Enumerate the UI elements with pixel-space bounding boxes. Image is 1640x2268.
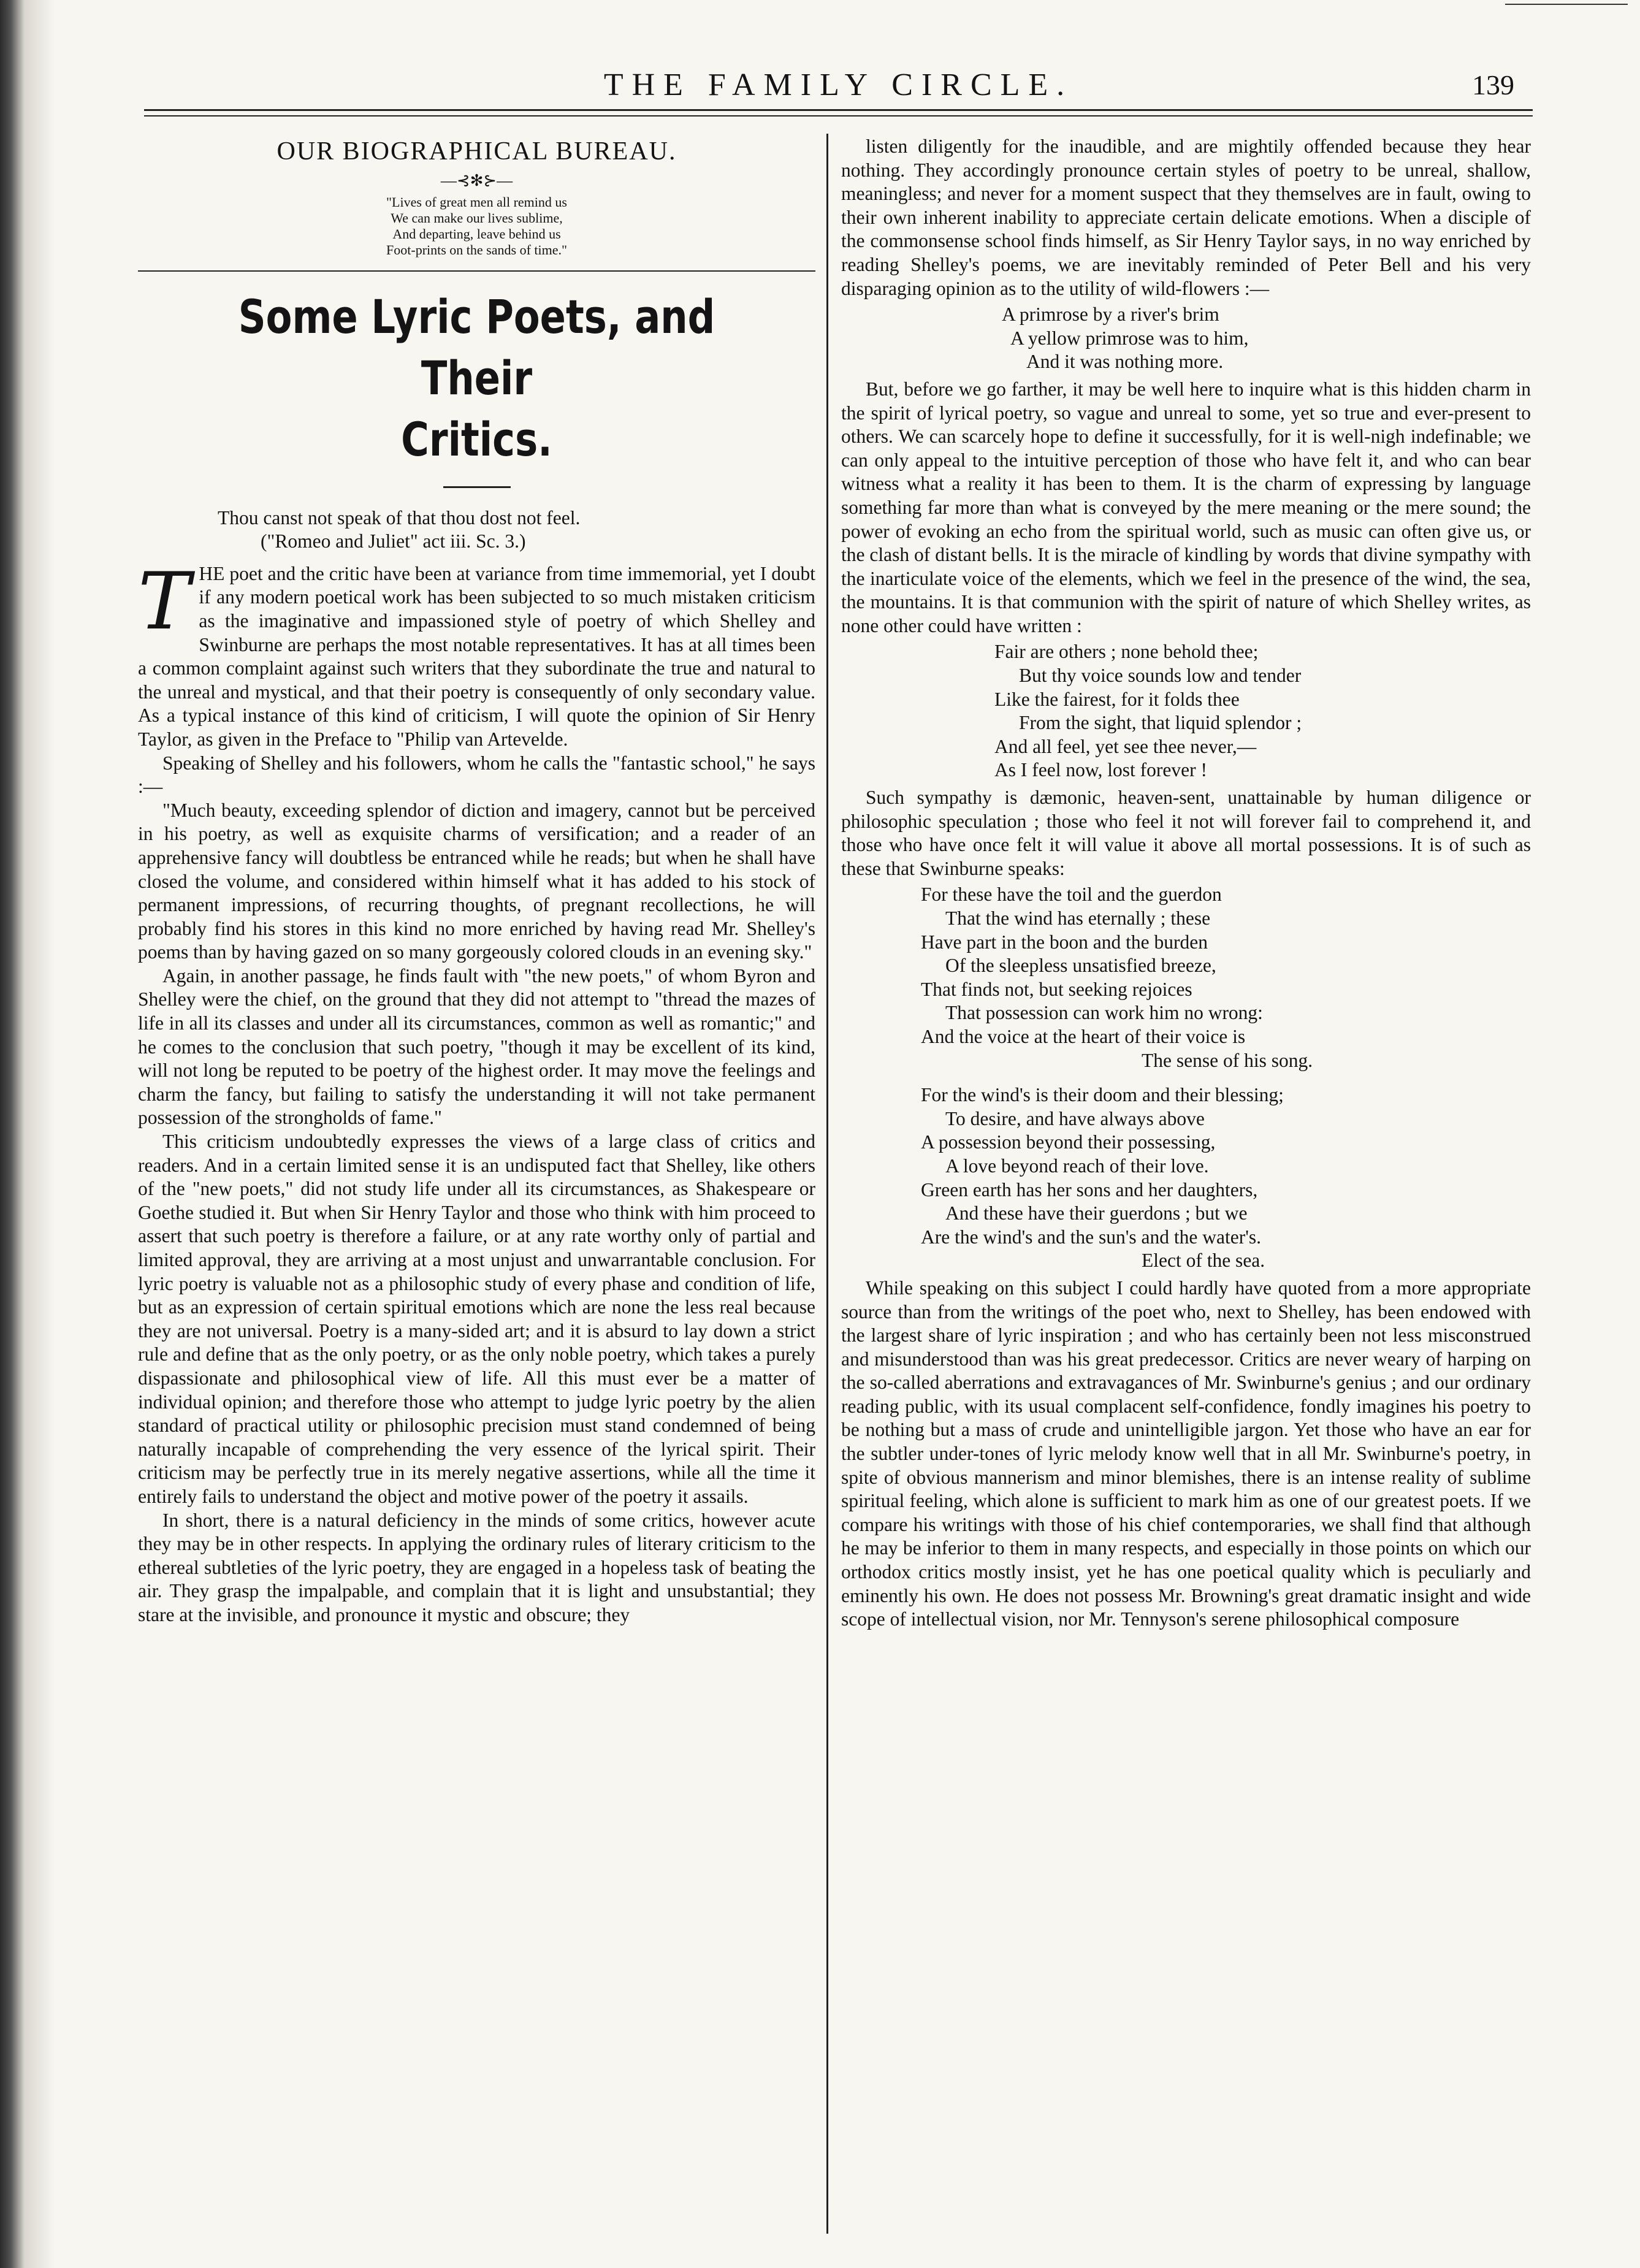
verse-line: Green earth has her sons and her daughters,: [921, 1178, 1258, 1201]
motto-line: Foot-prints on the sands of time.": [386, 242, 567, 258]
header-rule-thin: [144, 115, 1533, 116]
running-title: THE FAMILY CIRCLE.: [603, 67, 1074, 102]
verse-line: Are the wind's and the sun's and the water's.: [921, 1226, 1262, 1248]
left-column: [138, 135, 815, 1627]
motto-line: And departing, leave behind us: [392, 226, 561, 242]
paragraph: In short, there is a natural deficiency in the minds of some critics, however acute they may be in other respects. In applying the ordinary rules of literary criticism to the ethereal subtleties of the lyric poetry, they are engaged in a hopeless task of beating the air. They grasp the impalpable, and complain that it is light and unsubstantial; they stare at the invisible, and pronounce it mystic and obscure; they: [138, 1509, 815, 1625]
paragraph: Such sympathy is dæmonic, heaven-sent, unattainable by human diligence or philosophic speculation ; those who feel it not will forever fail to comprehend it, and those who have once felt it will value it above all mortal possessions. It is of such as these that Swinburne speaks:: [841, 787, 1531, 879]
paragraph: Again, in another passage, he finds fault with "the new poets," of whom Byron and Shelley were the chief, on the ground that they did not attempt to "thread the mazes of life in all its classes and under all its circumstances, common as well as romantic;" and he comes to the conclusion that such poetry, "though it may be excellent of its kind, will not long be reputed to be poetry of the highest order. It may move the feelings and charm the fancy, but failing to satisfy the understanding it will not take permanent possession of the strongholds of fame.": [138, 964, 815, 1129]
verse-line: That possession can work him no wrong:: [945, 1002, 1263, 1024]
paragraph: Speaking of Shelley and his followers, whom he calls the "fantastic school," he says :—: [138, 752, 815, 798]
article-title-line: Some Lyric Poets, and Their: [238, 289, 715, 405]
paragraph: This criticism undoubtedly expresses the views of a large class of critics and readers. And in a certain limited sense it is an undisputed fact that Shelley, like others of the "new poets," did not study life under all its circumstances, as Shakespeare or Goethe studied it. But when Sir Henry Taylor and those who think with him proceed to assert that such poetry is therefore a failure, or at any rate worthy only of partial and limited approval, they are arriving at a most unjust and unwarrantable conclusion. For lyric poetry is valuable not as a philosophic study of every phase and condition of life, but as an expression of certain spiritual emotions which are none the less real because they are not universal. Poetry is a many-sided art; and it is absurd to lay down a strict rule and define that as the only poetry, or as the only noble poetry, which takes a purely dispassionate and philosophical view of life. All this must ever be a matter of individual opinion; and therefore those who attempt to judge lyric poetry by the alien standard of practical utility or philosophic precision must stand condemned of being naturally incapable of comprehending the very essence of the lyrical spirit. Their criticism may be perfectly true in its merely negative assertions, while all the time it entirely fails to understand the object and motive power of the poetry it assails.: [138, 1131, 815, 1507]
paragraph: [138, 556, 815, 752]
verse-line: That finds not, but seeking rejoices: [921, 978, 1192, 1000]
section-heading: OUR BIOGRAPHICAL BUREAU.: [277, 137, 677, 166]
verse-line: Fair are others ; none behold thee;: [994, 641, 1259, 663]
article-title-line: Critics.: [401, 411, 552, 467]
paragraph: But, before we go farther, it may be well here to inquire what is this hidden charm in the spirit of lyrical poetry, so vague and unreal to some, yet so true and ever-present to others. We can scarcely hope to define it successfully, for it is well-nigh indefinable; we can only appeal to the intuitive perception of those who have felt it, and who can bear witness what a reality it has been to them. It is the charm of expressing by language something far more than what is conveyed by the mere meaning or the mere sound; the power of evoking an echo from the spiritual world, such as music can often give us, or the clash of distant bells. It is the miracle of kindling by words that divine sympathy with the inarticulate voice of the elements, which we feel in the presence of the wind, the sea, the mountains. It is that communion with the spirit of nature of which Shelley writes, as none other could have written :: [841, 378, 1531, 636]
epigraph: [138, 506, 815, 554]
paragraph: While speaking on this subject I could hardly have quoted from a more appropriate source than from the writings of the poet who, next to Shelley, has been endowed with the largest share of lyric inspiration ; and who has certainly been not less misconstrued and misunderstood than was his great predecessor. Critics are never weary of harping on the so-called aberrations and extravagances of Mr. Swinburne's genius ; and our ordinary reading public, with its usual complacent self-confidence, fondly imagines his poetry to be nothing but a mass of crude and unintelligible jargon. Yet those who have an ear for the subtler under-tones of lyric melody know well that in all Mr. Swinburne's poetry, in spite of obvious mannerism and minor blemishes, there is an intense reality of sublime spiritual feeling, which alone is sufficient to mark him as one of our greatest poets. If we compare his writings with those of his chief contemporaries, we shall find that although he may be inferior to them in many respects, and especially in those points on which our orthodox critics mostly insist, yet he has one poetical quality which is peculiarly and eminently his own. He does not possess Mr. Browning's great dramatic insight and wide scope of intellectual vision, nor Mr. Tennyson's serene philosophical composure: [841, 1277, 1531, 1630]
motto: [138, 194, 815, 258]
drop-cap: T: [138, 556, 191, 647]
verse-line: For these have the toil and the guerdon: [921, 884, 1222, 906]
verse-line: The sense of his song.: [1142, 1049, 1313, 1071]
corner-rule: [1505, 4, 1628, 5]
motto-line: We can make our lives sublime,: [391, 210, 563, 226]
motto-line: "Lives of great men all remind us: [386, 194, 567, 210]
verse-line: A primrose by a river's brim: [1002, 304, 1219, 326]
verse-line: Have part in the boon and the burden: [921, 931, 1208, 953]
verse-line: A yellow primrose was to him,: [1010, 327, 1249, 349]
verse-quote: [841, 1083, 1531, 1273]
verse-quote: [841, 303, 1531, 374]
verse-line: As I feel now, lost forever !: [994, 759, 1207, 781]
verse-line: And it was nothing more.: [1026, 351, 1224, 373]
header-rule: [144, 109, 1533, 111]
epigraph-citation: ("Romeo and Juliet" act iii. Sc. 3.): [261, 530, 526, 552]
ornament-divider: —⊰✻⊱—: [440, 171, 513, 189]
verse-line: And the voice at the heart of their voice is: [921, 1025, 1246, 1047]
page-header: [144, 61, 1533, 109]
title-rule: [443, 486, 511, 488]
section-rule: [138, 270, 815, 272]
paragraph-continued: listen diligently for the inaudible, and are mightily offended because they hear nothing. They accordingly pronounce certain styles of poetry to be unreal, shallow, meaningless; and never for a moment suspect that they themselves are in fault, owing to their own inherent inability to appreciate certain delicate emotions. When a disciple of the commonsense school finds himself, as Sir Henry Taylor says, in no way enriched by reading Shelley's poems, we are inevitably reminded of Peter Bell and his very disparaging opinion as to the utility of wild-flowers :—: [841, 136, 1531, 299]
verse-line: Of the sleepless unsatisfied breeze,: [945, 955, 1216, 977]
page-number: 139: [1472, 69, 1514, 101]
verse-quote: [841, 640, 1531, 782]
block-quote: "Much beauty, exceeding splendor of diction and imagery, cannot but be perceived in his poetry, as well as exquisite charms of versification; and a reader of an apprehensive fancy will doubtless be entranced while he reads; but when he shall have closed the volume, and considered within himself what it has added to his stock of permanent impressions, of recurring thoughts, of pregnant recollections, he will probably find his stores in this kind no more enriched by having read Mr. Shelley's poems than by having gazed on so many gorgeously colored clouds in an evening sky.": [138, 799, 815, 963]
verse-line: Like the fairest, for it folds thee: [994, 688, 1240, 710]
verse-line: That the wind has eternally ; these: [945, 907, 1211, 929]
stanza-gap: [841, 1076, 1531, 1081]
right-column: [841, 135, 1531, 1632]
verse-line: Elect of the sea.: [1142, 1250, 1265, 1272]
verse-line: And these have their guerdons ; but we: [945, 1202, 1248, 1224]
verse-line: But thy voice sounds low and tender: [1019, 665, 1302, 687]
verse-quote: [841, 883, 1531, 1072]
verse-line: For the wind's is their doom and their blessing;: [921, 1084, 1284, 1106]
verse-line: And all feel, yet see thee never,—: [994, 735, 1257, 757]
paragraph-text: HE poet and the critic have been at variance from time immemorial, yet I doubt if any modern poetical work has been subjected to so much mistaken criticism as the imaginative and impassioned style of poetry of which Shelley and Swinburne are perhaps the most notable representatives. It has at all times been a common complaint against such writers that they subordinate the true and natural to the unreal and mystical, and that their poetry is consequently of only secondary value. As a typical instance of this kind of criticism, I will quote the opinion of Sir Henry Taylor, as given in the Preface to "Philip van Artevelde.: [138, 562, 815, 750]
article-title: [199, 286, 754, 470]
verse-line: From the sight, that liquid splendor ;: [1019, 712, 1302, 734]
column-divider: [826, 134, 828, 2234]
verse-line: A love beyond reach of their love.: [945, 1155, 1209, 1177]
verse-line: A possession beyond their possessing,: [921, 1131, 1216, 1153]
epigraph-quote: Thou canst not speak of that thou dost not feel.: [218, 506, 581, 529]
verse-line: To desire, and have always above: [945, 1107, 1205, 1129]
page-binding-edge: [0, 0, 55, 2268]
